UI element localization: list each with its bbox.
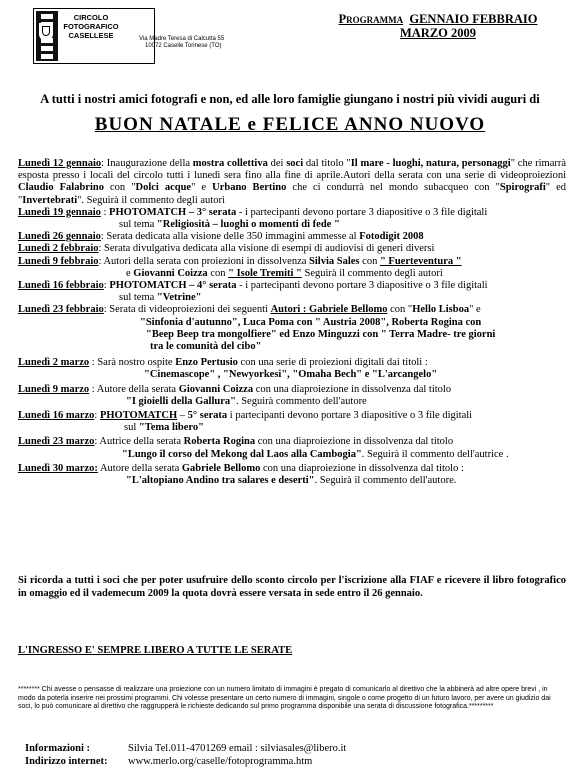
club-address: Via Madre Teresa di Calcutta 55 10072 Caselle Torinese (TO) [139,36,225,49]
website-link[interactable]: www.merlo.org/caselle/fotoprogramma.htm [128,756,313,767]
holiday-wishes: BUON NATALE e FELICE ANNO NUOVO [94,114,486,135]
schedule-entry: Lunedì 16 febbraio: PHOTOMATCH – 4° serata - i partecipanti devono portare 3 diapositive o 3 file digitali sul tema "Vetrine" [18,280,488,304]
logo-text: CIRCOLO FOTOGRAFICO CASELLESE [63,13,119,40]
schedule-entry: Lunedì 2 febbraio: Serata divulgativa dedicata alla visione di esempi di audiovisi di generi diversi [18,243,435,255]
small-print: ******** Chi avesse o pensasse di realizzare una proiezione con un numero limitato di immagini è pregato di comunicarlo al direttivo che la abbinerà ad altre opere brevi , in modo da poterla inserire nei prossimi programmi. Chi volesse presentare un certo numero di immagini, singole o come progetto di un futuro lavoro, per avere un giudizio dai soci, lo può comunicare al direttivo che raggrupperà le richieste dedicando sul primo programma disponibile una serata di discussione fotografica.********* [18,686,551,710]
greeting: A tutti i nostri amici fotografi e non, ed alle loro famiglie giungano i nostri più vividi auguri di [40,92,540,106]
schedule-entry: Lunedì 16 marzo: PHOTOMATCH – 5° serata i partecipanti devono portare 3 diapositive o 3 file digitali sul "Tema libero" [18,410,473,434]
info-line: Informazioni : Silvia Tel.011-4701269 email : silviasales@libero.it [25,743,347,754]
contact-footer [25,742,346,768]
web-line: Indirizzo internet: www.merlo.org/caselle/fotoprogramma.htm [25,756,313,767]
schedule-entry: Lunedì 30 marzo: Autore della serata Gabriele Bellomo con una diaproiezione in dissolvenza dal titolo : "L'altopiano Andino tra salares e deserti". Seguirà il commento dell'autore. [18,462,464,487]
fiaf-notice: Si ricorda a tutti i soci che per poter usufruire dello sconto circolo per l'iscrizione alla FIAF e ricevere il libro fotografico in omaggio ed il vademecum 2009 la quota dovrà essere versata in sede entro il 26 gennaio. [18,575,566,599]
schedule-entry: Lunedì 23 febbraio: Serata di videoproiezioni dei seguenti Autori : Gabriele Bellomo con "Hello Lisboa" e "Sinfonia d'autunno", Luca Poma con " Austria 2008", Roberta Rogina con "Beep Beep tra mongolfiere" ed Enzo Minguzzi con " Terra Madre- tre giorni tra le comunità del cibo" [18,304,496,353]
schedule-entry: Lunedì 2 marzo : Sarà nostro ospite Enzo Pertusio con una serie di proiezioni digitali dai titoli : "Cinemascope" , "Newyorkesi", "Omaha Bech" e "L'arcangelo" [18,357,438,381]
shield-icon [39,23,53,41]
schedule-entry: Lunedì 26 gennaio: Serata dedicata alla visione delle 350 immagini ammesse al Fotodigit 2008 [18,231,424,243]
schedule-entry: Lunedì 23 marzo: Autrice della serata Roberta Rogina con una diaproiezione in dissolvenza dal titolo "Lungo il corso del Mekong dal Laos alla Cambogia". Seguirà il commento dell'autrice . [18,436,509,460]
schedule-entry: Lunedì 19 gennaio : PHOTOMATCH – 3° serata - i partecipanti devono portare 3 diapositive o 3 file digitali sul tema "Religiosità – luoghi o momenti di fede " [18,206,488,231]
program-title: Programma GENNAIO FEBBRAIO MARZO 2009 [338,12,538,40]
schedule-entry: Lunedì 9 marzo : Autore della serata Giovanni Coizza con una diaproiezione in dissolvenza dal titolo "I gioielli della Gallura". Seguirà commento dell'autore [18,383,452,407]
schedule-entry: Lunedì 12 gennaio: Inaugurazione della mostra collettiva dei soci dal titolo "Il mare - luoghi, natura, personaggi" che rimarrà esposta presso i locali del circolo tutti i lunedì sera fino alla fine di aprile.Autori della serata con una serie di videoproiezioni Claudio Falabrino con "Dolci acque" e Urbano Bertino che ci condurrà nel mondo subacqueo con "Spirografi" ed "Invertebrati". Seguirà il commento degli autori [18,158,567,206]
schedule-entry: Lunedì 9 febbraio: Autori della serata con proiezioni in dissolvenza Silvia Sales con " Fuerteventura " e Giovanni Coizza con " Isole Tremiti " Seguirà il commento degli autori [18,255,462,279]
club-logo [33,8,155,64]
schedule [18,158,566,487]
free-entry-note: L'INGRESSO E' SEMPRE LIBERO A TUTTE LE SERATE [18,645,293,656]
